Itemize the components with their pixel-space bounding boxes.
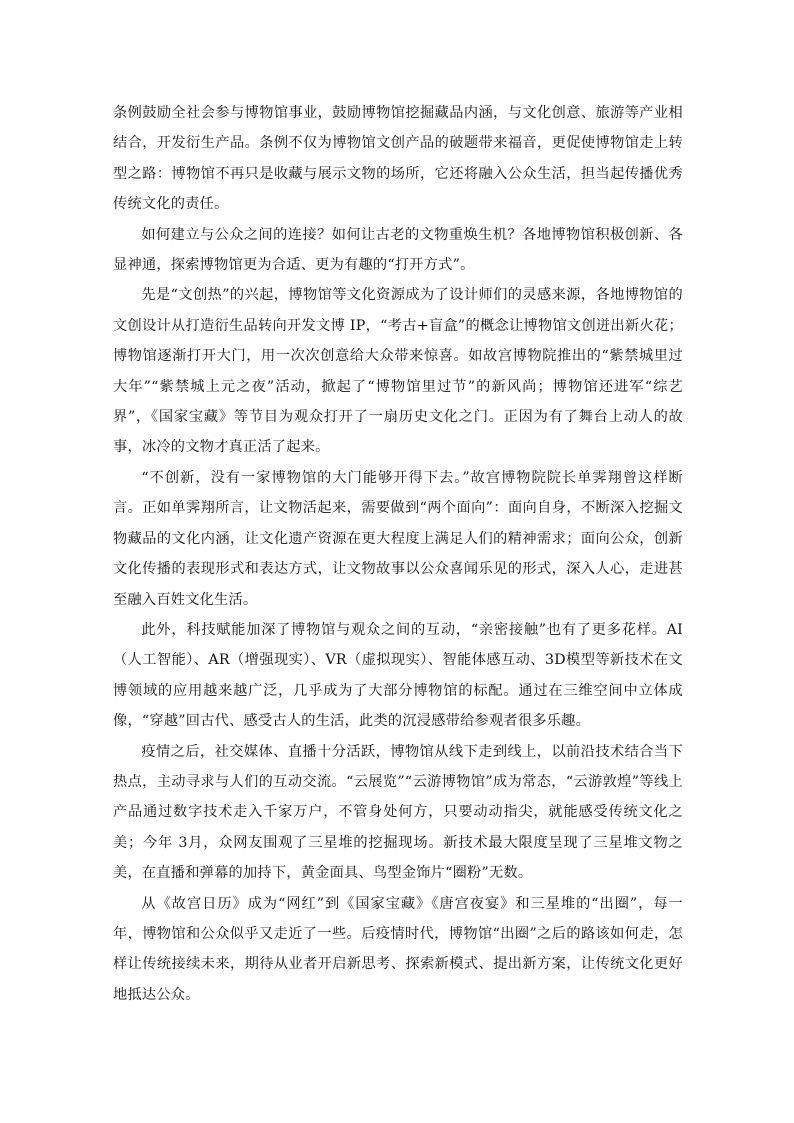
- article-body: [113, 98, 683, 1010]
- paragraph-1: 条例鼓励全社会参与博物馆事业，鼓励博物馆挖掘藏品内涵，与文化创意、旅游等产业相结合，开发衍生产品。条例不仅为博物馆文创产品的破题带来福音，更促使博物馆走上转型之路：博物馆不再只是收藏与展示文物的场所，它还将融入公众生活，担当起传播优秀传统文化的责任。: [113, 105, 683, 213]
- paragraph-7: 从《故宫日历》成为“网红”到《国家宝藏》《唐宫夜宴》和三星堆的“出圈”，每一年，博物馆和公众似乎又走近了一些。后疫情时代，博物馆“出圈”之后的路该如何走，怎样让传统接续未来，期待从业者开启新思考、探索新模式、提出新方案，让传统文化更好地抵达公众。: [113, 895, 683, 1003]
- paragraph-5: 此外，科技赋能加深了博物馆与观众之间的互动，“亲密接触”也有了更多花样。AI（人工智能）、AR（增强现实）、VR（虚拟现实）、智能体感互动、3D模型等新技术在文博领域的应用越来越广泛，几乎成为了大部分博物馆的标配。通过在三维空间中立体成像，“穿越”回古代、感受古人的生活，此类的沉浸感带给参观者很多乐趣。: [113, 621, 683, 730]
- paragraph-2: 如何建立与公众之间的连接？如何让古老的文物重焕生机？各地博物馆积极创新、各显神通，探索博物馆更为合适、更为有趣的“打开方式”。: [113, 226, 683, 274]
- paragraph-3: 先是“文创热”的兴起，博物馆等文化资源成为了设计师们的灵感来源，各地博物馆的文创设计从打造衍生品转向开发文博 IP，“考古+盲盒”的概念让博物馆文创迸出新火花；博物馆逐渐打开大门，用一次次创意给大众带来惊喜。如故宫博物院推出的“紫禁城里过大年”“紫禁城上元之夜”活动，掀起了“博物馆里过节”的新风尚；博物馆还进军“综艺界”，《国家宝藏》等节目为观众打开了一扇历史文化之门。正因为有了舞台上动人的故事，冰冷的文物才真正活了起来。: [113, 287, 683, 456]
- paragraph-4: “不创新，没有一家博物馆的大门能够开得下去。”故宫博物院院长单霁翔曾这样断言。正如单霁翔所言，让文物活起来，需要做到“两个面向”：面向自身，不断深入挖掘文物藏品的文化内涵，让文化遗产资源在更大程度上满足人们的精神需求；面向公众，创新文化传播的表现形式和表达方式，让文物故事以公众喜闻乐见的形式，深入人心，走进甚至融入百姓文化生活。: [113, 469, 683, 608]
- paragraph-6: 疫情之后，社交媒体、直播十分活跃，博物馆从线下走到线上，以前沿技术结合当下热点，主动寻求与人们的互动交流。“云展览”“云游博物馆”成为常态，“云游敦煌”等线上产品通过数字技术走入千家万户，不管身处何方，只要动动指尖，就能感受传统文化之美；今年 3月，众网友围观了三星堆的挖掘现场。新技术最大限度呈现了三星堆文物之美，在直播和弹幕的加持下，黄金面具、鸟型金饰片“圈粉”无数。: [113, 743, 683, 882]
